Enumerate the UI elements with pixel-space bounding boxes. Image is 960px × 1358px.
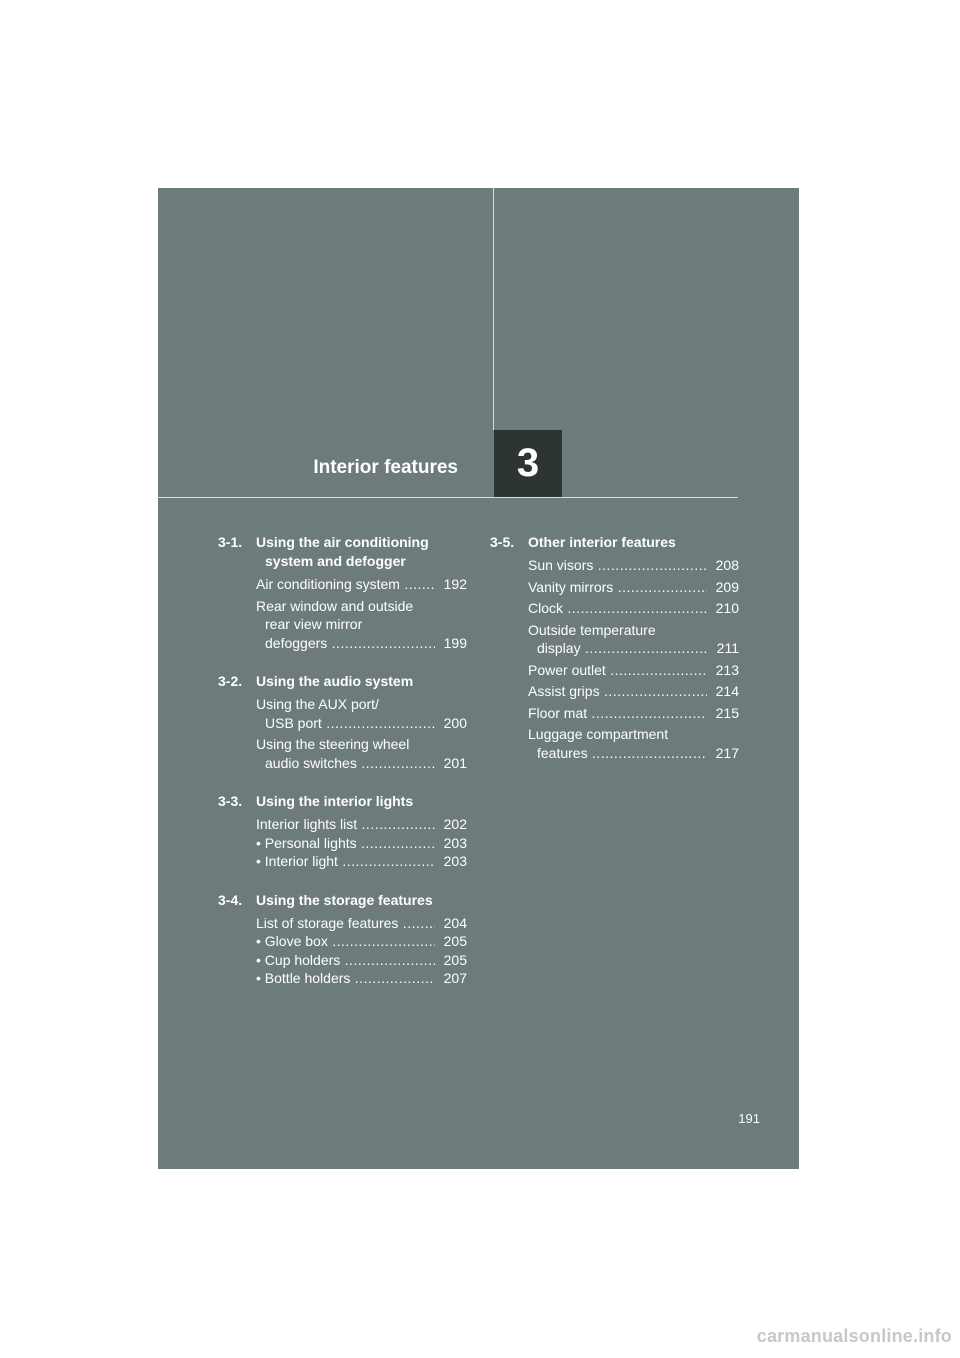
entry-label: [256, 914, 435, 933]
entry-label-line: features .....: [528, 745, 707, 761]
section-number: 3-3.: [218, 793, 243, 809]
section-number: 3-2.: [218, 673, 243, 689]
toc-entry[interactable]: [528, 578, 739, 597]
entry-list: [218, 914, 467, 988]
entry-label: [528, 599, 707, 618]
entry-label-line: rear view mirror: [265, 616, 363, 632]
toc-section: [218, 533, 467, 652]
toc-section: [218, 891, 467, 988]
section-number: 3-4.: [218, 891, 243, 908]
section-title: Using the air conditioning system and defogger: [256, 534, 429, 569]
watermark: carmanualsonline.info: [756, 1326, 952, 1346]
entry-page-number: 205: [443, 933, 467, 949]
toc-entry[interactable]: [528, 704, 739, 723]
entry-page-number: 207: [443, 970, 467, 986]
entry-list: [218, 815, 467, 871]
entry-list: [218, 695, 467, 772]
entry-label: [256, 597, 435, 653]
entry-label-line: Interior lights list .....: [256, 816, 435, 832]
entry-label-line: List of storage features .....: [256, 915, 435, 931]
entry-page-number: 208: [715, 557, 739, 573]
entry-label-line: • Cup holders .....: [256, 952, 435, 968]
toc-column-right: [490, 533, 739, 782]
toc-section: [218, 792, 467, 871]
section-title: Other interior features: [528, 534, 676, 550]
entry-page-number: 203: [443, 853, 467, 869]
toc-entry[interactable]: [528, 599, 739, 618]
toc-entry[interactable]: [256, 815, 467, 834]
toc-section: [218, 672, 467, 772]
toc-entry[interactable]: [256, 932, 467, 951]
entry-page-number: 214: [715, 683, 739, 699]
toc-entry[interactable]: [256, 914, 467, 933]
entry-label: [256, 852, 435, 871]
section-title: Using the interior lights: [256, 793, 414, 809]
section-heading[interactable]: [218, 891, 467, 910]
section-heading[interactable]: [490, 533, 739, 552]
section-heading[interactable]: [218, 533, 467, 571]
entry-label-line: • Glove box .....: [256, 933, 435, 949]
section-number: 3-5.: [490, 534, 515, 550]
entry-page-number: 210: [715, 600, 739, 616]
toc-entry[interactable]: [256, 852, 467, 871]
entry-label: [528, 725, 707, 762]
entry-label-line: Air conditioning system .....: [256, 576, 435, 592]
entry-page-number: 217: [715, 744, 739, 761]
entry-label-line: • Bottle holders .....: [256, 970, 435, 986]
entry-label-line: display .....: [528, 640, 707, 656]
entry-label: [256, 932, 435, 951]
toc-entry[interactable]: [256, 951, 467, 970]
section-title: Using the storage features: [256, 891, 433, 908]
entry-label: [256, 969, 435, 988]
entry-page-number: 199: [443, 634, 467, 651]
section-title: Using the audio system: [256, 673, 414, 689]
header-horizontal-divider: [158, 497, 738, 498]
entry-label-line: Rear window and outside: [256, 597, 414, 614]
section-number: 3-1.: [218, 534, 243, 550]
section-heading[interactable]: [218, 672, 467, 691]
entry-page-number: 192: [443, 576, 467, 592]
entry-page-number: 205: [443, 951, 467, 968]
chapter-title: Interior features: [313, 457, 458, 478]
entry-page-number: 211: [716, 640, 739, 656]
toc-entry[interactable]: [256, 597, 467, 653]
entry-page-number: 215: [715, 704, 739, 721]
entry-label: [256, 815, 435, 834]
toc-entry[interactable]: [528, 725, 739, 762]
entry-label: [528, 661, 707, 680]
entry-label: [528, 578, 707, 597]
toc-entry[interactable]: [256, 695, 467, 732]
entry-label-line: Sun visors .....: [528, 557, 707, 573]
entry-page-number: 213: [715, 661, 739, 678]
entry-page-number: 200: [443, 714, 467, 731]
entry-label-line: Using the AUX port/: [256, 696, 379, 712]
entry-label-line: USB port .....: [256, 715, 435, 731]
toc-entry[interactable]: [256, 735, 467, 772]
entry-label-line: Assist grips .....: [528, 683, 707, 699]
entry-label: [528, 704, 707, 723]
entry-page-number: 209: [715, 578, 739, 595]
entry-list: [490, 556, 739, 762]
entry-page-number: 201: [443, 754, 467, 771]
entry-label-line: Outside temperature: [528, 621, 656, 638]
entry-page-number: 204: [443, 914, 467, 931]
entry-label-line: Using the steering wheel: [256, 736, 410, 752]
entry-label-line: Vanity mirrors .....: [528, 579, 707, 595]
toc-entry[interactable]: [528, 682, 739, 701]
entry-label: [256, 834, 435, 853]
page-number: 191: [738, 1111, 760, 1126]
entry-page-number: 202: [443, 816, 467, 832]
entry-label: [256, 951, 435, 970]
entry-label-line: defoggers .....: [256, 635, 435, 651]
entry-list: [218, 575, 467, 652]
toc-entry[interactable]: [528, 661, 739, 680]
entry-label-line: Clock .....: [528, 600, 707, 616]
entry-label: [528, 556, 707, 575]
entry-label: [528, 682, 707, 701]
toc-entry[interactable]: [528, 556, 739, 575]
toc-entry[interactable]: [256, 834, 467, 853]
toc-entry[interactable]: [256, 575, 467, 594]
entry-label-line: Power outlet .....: [528, 662, 707, 678]
toc-entry[interactable]: [528, 621, 739, 658]
toc-column-left: [218, 533, 467, 1008]
toc-section: [490, 533, 739, 762]
entry-label: [256, 695, 435, 732]
header-vertical-divider: [493, 188, 494, 430]
entry-label-line: • Personal lights .....: [256, 835, 435, 851]
entry-label-line: audio switches .....: [256, 755, 435, 771]
entry-page-number: 203: [443, 834, 467, 851]
section-heading[interactable]: [218, 792, 467, 811]
entry-label-line: • Interior light .....: [256, 853, 435, 869]
entry-label: [256, 735, 435, 772]
entry-label-line: Floor mat .....: [528, 705, 707, 721]
entry-label-line: Luggage compartment: [528, 726, 669, 742]
entry-label: [256, 575, 435, 594]
chapter-number-box: 3: [494, 430, 562, 497]
entry-label: [528, 621, 707, 658]
toc-entry[interactable]: [256, 969, 467, 988]
